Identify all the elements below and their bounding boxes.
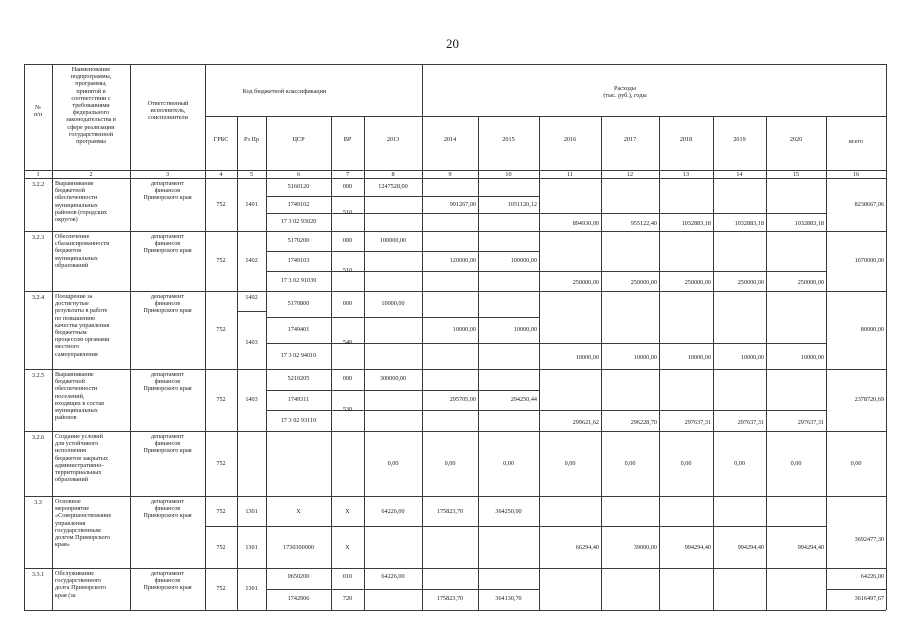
value-2014: 120000,00 [449, 257, 476, 264]
value-2014: 0,00 [444, 459, 456, 467]
csr-code: 1749103 [287, 257, 310, 264]
header-year: 2017 [623, 136, 637, 143]
subrow-rule [205, 526, 539, 527]
value-2013: 64226,00 [381, 508, 405, 515]
value-2017: 10000,00 [633, 354, 657, 361]
header-year: 2020 [789, 136, 803, 143]
csr-code: 17 3 02 93020 [280, 218, 317, 226]
table-rule [237, 116, 238, 610]
csr-code: 17 3 02 93110 [280, 416, 317, 424]
value-2015: 364250,00 [495, 508, 522, 515]
value-2019: 1032883,18 [734, 220, 764, 228]
rzpr-code: 1402 [245, 294, 258, 301]
column-number: 14 [736, 171, 743, 178]
vr-code: 000 [342, 182, 353, 190]
table-rule [24, 568, 886, 569]
row-total: 1670000,00 [854, 257, 884, 264]
vr-code: 510 [342, 209, 353, 217]
header-csr: ЦСР [292, 136, 305, 143]
row-number: 3.2.5 [31, 372, 45, 379]
value-2018: 297637,31 [684, 418, 711, 426]
column-number: 6 [296, 171, 301, 178]
header-no: № п/п [33, 104, 43, 119]
grbs-code: 752 [216, 200, 226, 208]
value-2017: 955122,40 [630, 220, 657, 228]
value-2019: 10000,00 [740, 354, 764, 361]
header-year: 2015 [502, 136, 515, 143]
value-2013: 1247528,00 [378, 182, 408, 190]
column-number: 12 [626, 171, 634, 178]
value-2020: 994294,40 [797, 544, 824, 551]
table-rule [130, 64, 131, 610]
value-2013: 10000,00 [381, 300, 405, 307]
value-2014: 175823,70 [436, 595, 464, 602]
grbs-code: 752 [216, 396, 226, 403]
header-responsible: Ответственный исполнитель, соисполнители [147, 100, 189, 122]
vr-code: X [345, 544, 350, 551]
row-number: 3.2.3 [31, 234, 45, 241]
column-number: 11 [567, 171, 573, 178]
subrow-rule [266, 271, 539, 272]
table-rule [266, 116, 267, 610]
header-kbk: Код бюджетной классификации [242, 88, 327, 95]
csr-code: 1730300000 [283, 544, 314, 551]
subrow-rule [539, 213, 826, 214]
vr-code: 720 [342, 595, 353, 602]
value-2014: 295705,00 [449, 396, 476, 403]
vr-code: X [345, 508, 350, 515]
csr-code: 5170800 [287, 300, 310, 307]
table-rule [24, 496, 886, 497]
row-total: 3692477,30 [854, 536, 884, 543]
subrow-rule [826, 589, 886, 590]
csr-code: 0650200 [287, 573, 310, 580]
vr-code: 530 [342, 406, 353, 414]
row-number: 3.2.4 [31, 294, 45, 301]
grbs-code: 752 [216, 459, 226, 467]
vr-code: 540 [342, 339, 353, 346]
table-rule [539, 116, 540, 610]
page-number: 20 [446, 36, 459, 51]
subrow-rule [266, 343, 539, 344]
value-2018: 250000,00 [684, 279, 711, 286]
value-2017: 296228,70 [630, 418, 657, 426]
row-name: Выравнивание бюджетной обеспеченности муниципальных районов (городских округов) [55, 180, 107, 224]
csr-code: 5210205 [287, 375, 310, 383]
row-total: 2378720,69 [854, 396, 884, 403]
table-rule [24, 610, 886, 611]
value-2017: 0,00 [624, 459, 636, 467]
subrow-rule [266, 251, 539, 252]
row-responsible: департамент финансов Приморского края [143, 570, 192, 592]
column-number: 13 [682, 171, 690, 178]
vr-code: 510 [342, 267, 353, 274]
header-total: всего [849, 138, 863, 145]
value-2018: 10000,00 [687, 354, 711, 361]
table-rule [826, 116, 827, 610]
value-2015: 1051120,12 [507, 200, 537, 208]
table-rule [886, 64, 887, 610]
value-2015: 0,00 [503, 459, 514, 467]
value-2018: 0,00 [680, 459, 692, 467]
table-rule [24, 291, 886, 292]
value-2019: 297637,31 [737, 418, 764, 426]
subrow-rule [266, 390, 539, 391]
value-2015: 294250,44 [510, 396, 537, 403]
row-responsible: департамент финансов Приморского края [143, 371, 192, 393]
vr-code: 000 [342, 300, 353, 307]
table-rule [659, 116, 660, 610]
table-rule [24, 231, 886, 232]
table-rule [24, 431, 886, 432]
row-responsible: департамент финансов Приморского края [143, 433, 192, 455]
value-2014: 10000,00 [452, 326, 476, 333]
table-rule [24, 369, 886, 370]
header-grbs: ГРБС [213, 136, 229, 143]
value-2017: 39000,00 [633, 544, 657, 551]
table-rule [422, 64, 423, 610]
row-number: 3.3 [34, 499, 42, 506]
csr-code: 17 3 02 91030 [280, 277, 317, 284]
column-number: 16 [852, 171, 860, 178]
rzpr-code: 1301 [245, 585, 258, 592]
value-2020: 1032883,18 [794, 220, 824, 228]
value-2018: 1032883,18 [681, 220, 711, 228]
csr-code: 1749311 [287, 396, 310, 403]
value-2018: 994294,40 [684, 544, 711, 551]
value-2015: 100000,00 [510, 257, 537, 264]
rzpr-code: 1301 [245, 508, 258, 515]
table-rule [205, 64, 206, 610]
row-name: Поощрение за достигнутые результаты в работе по повышению качества управления бюджетным процессом органами местного самоуправления [55, 293, 110, 358]
subrow-rule [539, 526, 826, 527]
grbs-code: 752 [216, 544, 226, 551]
table-rule [24, 64, 886, 65]
row-responsible: департамент финансов Приморского края [143, 293, 192, 315]
value-2019: 250000,00 [737, 279, 764, 286]
subrow-rule [539, 271, 826, 272]
subrow-rule [539, 410, 826, 411]
row-total: 64226,00 [860, 573, 884, 580]
rzpr-code: 1401 [245, 200, 258, 208]
value-2020: 0,00 [790, 459, 802, 467]
row-name: Создание условий для устойчивого исполнения бюджетов закрытых административно- территориальных образований [55, 433, 109, 484]
value-2016: 66294,40 [575, 544, 599, 551]
column-number: 3 [165, 171, 170, 178]
column-number: 5 [249, 171, 254, 178]
value-2019: 0,00 [734, 459, 745, 467]
csr-code: X [296, 508, 301, 515]
csr-code: 1749102 [287, 200, 310, 208]
value-2015: 10000,00 [513, 326, 537, 333]
header-expenses: Расходы (тыс. руб.), годы [603, 85, 647, 100]
csr-code: 5170200 [287, 237, 310, 244]
column-number: 10 [505, 171, 512, 178]
header-year: 2014 [443, 136, 457, 143]
value-2019: 994294,40 [737, 544, 764, 551]
header-vr: ВР [343, 136, 352, 143]
row-name: Выравнивание бюджетной обеспеченности поселений, входящих в состав муниципальных районов [55, 371, 105, 422]
vr-code: 000 [342, 237, 353, 244]
row-total: 80000,00 [860, 326, 884, 333]
row-responsible: департамент финансов Приморского края [143, 233, 192, 255]
grbs-code: 752 [216, 257, 226, 264]
csr-code: 1749401 [287, 326, 310, 333]
subrow-rule [266, 196, 539, 197]
value-2014: 175823,70 [436, 508, 464, 515]
vr-code: 010 [342, 573, 353, 580]
header-name: Наименование подпрограммы, программы, принятой в соответствии с требованиями федерального законодательства в сфере реализации государственной программы [66, 66, 116, 146]
value-2020: 10000,00 [800, 354, 824, 361]
table-rule [713, 116, 714, 610]
column-number: 15 [792, 171, 800, 178]
csr-code: 1742906 [287, 595, 310, 602]
column-number: 7 [345, 171, 350, 178]
csr-code: 5160120 [287, 182, 310, 190]
value-2016: 299621,62 [572, 418, 599, 426]
row-name: Обслуживание государственного долга Приморского края (за [55, 570, 107, 599]
rzpr-code: 1403 [245, 396, 258, 403]
value-2016: 250000,00 [572, 279, 599, 286]
column-number: 4 [219, 171, 223, 178]
row-total: 0,00 [850, 459, 862, 467]
table-rule [478, 116, 479, 610]
value-2014: 991267,00 [449, 200, 476, 208]
row-number: 3.3.1 [31, 571, 45, 578]
csr-code: 17 3 02 94010 [280, 352, 317, 359]
row-total: 8238667,06 [854, 200, 884, 208]
value-2020: 297637,31 [797, 418, 824, 426]
value-2015: 364130,70 [495, 595, 522, 602]
row-responsible: департамент финансов Приморского края [143, 498, 192, 520]
value-2013: 0,00 [387, 459, 399, 467]
subrow-rule [539, 343, 826, 344]
table-rule [331, 116, 332, 610]
subrow-rule [237, 311, 266, 312]
table-rule [52, 64, 53, 610]
table-rule [766, 116, 767, 610]
value-2013: 300000,00 [379, 375, 407, 383]
value-2016: 894930,00 [572, 220, 599, 228]
value-2017: 250000,00 [630, 279, 657, 286]
vr-code: 000 [342, 375, 353, 383]
row-number: 3.2.2 [31, 181, 45, 188]
header-year: 2018 [679, 136, 693, 143]
value-2020: 250000,00 [797, 279, 824, 286]
table-rule [24, 64, 25, 610]
value-2016: 10000,00 [575, 354, 599, 361]
table-rule [205, 116, 886, 117]
value-2013: 64226,00 [381, 573, 405, 580]
grbs-code: 752 [216, 326, 226, 333]
header-year: 2013 [386, 136, 400, 143]
rzpr-code: 1402 [245, 257, 258, 264]
rzpr-code: 1301 [245, 544, 258, 551]
column-number: 8 [391, 171, 395, 178]
row-responsible: департамент финансов Приморского края [143, 180, 192, 202]
subrow-rule [266, 213, 539, 214]
column-number: 2 [89, 171, 93, 178]
row-name: Обеспечение сбалансированности бюджетов муниципальных образований [55, 233, 110, 269]
subrow-rule [266, 410, 539, 411]
column-number: 1 [36, 171, 40, 178]
table-rule [601, 116, 602, 610]
value-2016: 0,00 [564, 459, 576, 467]
header-rzpr: Рз Пр [244, 136, 259, 143]
grbs-code: 752 [216, 508, 226, 515]
rzpr-code: 1403 [245, 339, 258, 346]
subrow-rule [266, 589, 539, 590]
row-total: 3616497,67 [854, 595, 884, 602]
subrow-rule [266, 317, 539, 318]
header-year: 2016 [563, 136, 577, 143]
table-rule [364, 116, 365, 610]
row-number: 3.2.6 [31, 434, 45, 441]
row-name: Основное мероприятие «Совершенствование управления государственным долгом Приморского края» [55, 498, 112, 549]
header-year: 2019 [733, 136, 746, 143]
grbs-code: 752 [216, 585, 226, 592]
value-2013: 100000,00 [379, 237, 407, 244]
column-number: 9 [448, 171, 452, 178]
